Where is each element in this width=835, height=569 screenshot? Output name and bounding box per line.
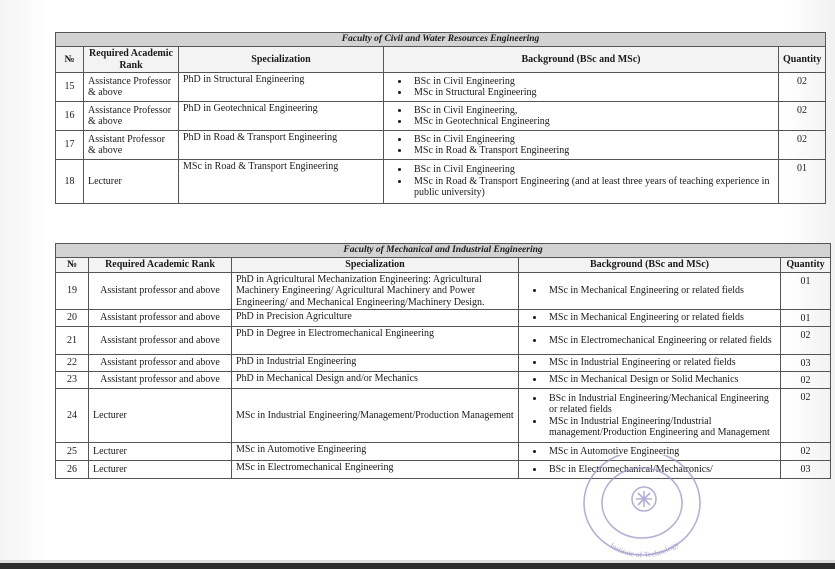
row-quantity: 02	[779, 73, 826, 102]
row-quantity: 01	[779, 160, 826, 204]
header-number: №	[56, 47, 84, 73]
background-item: • MSc in Road & Transport Engineering	[410, 145, 774, 157]
row-number: 25	[56, 443, 89, 461]
background-item: • BSc in Electromechanical/Mechatronics/	[545, 464, 776, 476]
row-number: 26	[56, 461, 89, 479]
background-item: • MSc in Automotive Engineering	[545, 446, 776, 458]
row-quantity: 02	[781, 443, 831, 461]
header-specialization: Specialization	[179, 47, 384, 73]
background-item: • MSc in Industrial Engineering/Industrial management/Production Engineering and Management	[545, 416, 776, 439]
row-specialization: PhD in Geotechnical Engineering	[179, 102, 384, 131]
table-row	[56, 131, 826, 160]
row-specialization: PhD in Agricultural Mechanization Engineering: Agricultural Machinery Engineering/ Agricultural Machinery and Power Engineering/ and Mechanical Engineering/Machinery Design.	[232, 272, 519, 310]
row-specialization: MSc in Road & Transport Engineering	[179, 160, 384, 204]
table-row	[56, 102, 826, 131]
faculty-title: Faculty of Civil and Water Resources Engineering	[56, 33, 826, 47]
table-row	[56, 389, 831, 443]
row-quantity: 02	[781, 372, 831, 389]
table-row	[56, 443, 831, 461]
table-row	[56, 327, 831, 355]
background-item: • MSc in Industrial Engineering or related fields	[545, 357, 776, 369]
row-quantity: 01	[781, 310, 831, 327]
civil-engineering-table	[55, 32, 826, 204]
row-specialization: PhD in Road & Transport Engineering	[179, 131, 384, 160]
row-number: 19	[56, 272, 89, 310]
row-rank: Assistant professor and above	[89, 272, 232, 310]
stamp-inner-ring	[602, 468, 682, 538]
row-specialization: PhD in Precision Agriculture	[232, 310, 519, 327]
row-specialization: MSc in Electromechanical Engineering	[232, 461, 519, 479]
header-number: №	[56, 258, 89, 273]
row-number: 18	[56, 160, 84, 204]
background-item: • MSc in Road & Transport Engineering (and at least three years of teaching experience in public university)	[410, 176, 774, 199]
background-item: • BSc in Civil Engineering	[410, 134, 774, 146]
page-bottom-bar	[0, 563, 835, 569]
row-background	[519, 272, 781, 310]
row-background	[384, 73, 779, 102]
mechanical-engineering-table	[55, 243, 831, 479]
header-quantity: Quantity	[781, 258, 831, 273]
background-item: • BSc in Civil Engineering	[410, 76, 774, 88]
row-background	[519, 327, 781, 355]
header-rank: Required Academic Rank	[89, 258, 232, 273]
background-item: • MSc in Geotechnical Engineering	[410, 116, 774, 128]
header-quantity: Quantity	[779, 47, 826, 73]
row-quantity: 03	[781, 355, 831, 372]
row-quantity: 02	[781, 389, 831, 443]
header-background: Background (BSc and MSc)	[519, 258, 781, 273]
row-quantity: 01	[781, 272, 831, 310]
row-rank: Assistant professor and above	[89, 372, 232, 389]
row-specialization: PhD in Mechanical Design and/or Mechanics	[232, 372, 519, 389]
table-row	[56, 372, 831, 389]
row-specialization: MSc in Industrial Engineering/Management/Production Management	[232, 389, 519, 443]
row-background	[519, 372, 781, 389]
row-specialization: PhD in Industrial Engineering	[232, 355, 519, 372]
row-number: 21	[56, 327, 89, 355]
background-item: • BSc in Industrial Engineering/Mechanical Engineering or related fields	[545, 393, 776, 416]
row-specialization: PhD in Degree in Electromechanical Engineering	[232, 327, 519, 355]
official-stamp	[578, 455, 708, 560]
row-rank: Lecturer	[89, 389, 232, 443]
row-background	[384, 160, 779, 204]
row-number: 15	[56, 73, 84, 102]
background-item: • MSc in Electromechanical Engineering or related fields	[545, 335, 776, 347]
row-background	[519, 355, 781, 372]
row-background	[519, 310, 781, 327]
background-item: • BSc in Civil Engineering,	[410, 105, 774, 117]
row-specialization: MSc in Automotive Engineering	[232, 443, 519, 461]
row-number: 24	[56, 389, 89, 443]
row-number: 16	[56, 102, 84, 131]
stamp-text: Institute of Technology	[608, 539, 681, 560]
background-item: • MSc in Mechanical Design or Solid Mechanics	[545, 374, 776, 386]
faculty-title: Faculty of Mechanical and Industrial Engineering	[56, 244, 831, 258]
row-rank: Assistant professor and above	[89, 310, 232, 327]
header-rank: Required Academic Rank	[84, 47, 179, 73]
table-row	[56, 272, 831, 310]
table-row	[56, 355, 831, 372]
table-row	[56, 73, 826, 102]
row-rank: Assistance Professor & above	[84, 73, 179, 102]
row-rank: Lecturer	[89, 461, 232, 479]
row-number: 17	[56, 131, 84, 160]
row-rank: Lecturer	[89, 443, 232, 461]
row-rank: Assistant professor and above	[89, 327, 232, 355]
row-specialization: PhD in Structural Engineering	[179, 73, 384, 102]
table-row	[56, 160, 826, 204]
row-number: 23	[56, 372, 89, 389]
row-quantity: 02	[779, 102, 826, 131]
row-number: 22	[56, 355, 89, 372]
background-item: • MSc in Mechanical Engineering or related fields	[545, 312, 776, 324]
row-quantity: 03	[781, 461, 831, 479]
background-item: • MSc in Mechanical Engineering or related fields	[545, 285, 776, 297]
row-background	[384, 131, 779, 160]
header-specialization: Specialization	[232, 258, 519, 273]
table-row	[56, 461, 831, 479]
table-row	[56, 310, 831, 327]
row-background	[519, 389, 781, 443]
header-background: Background (BSc and MSc)	[384, 47, 779, 73]
background-item: • MSc in Structural Engineering	[410, 87, 774, 99]
stamp-star	[636, 491, 652, 507]
row-quantity: 02	[781, 327, 831, 355]
row-quantity: 02	[779, 131, 826, 160]
background-item: • BSc in Civil Engineering	[410, 164, 774, 176]
row-rank: Lecturer	[84, 160, 179, 204]
row-rank: Assistance Professor & above	[84, 102, 179, 131]
row-rank: Assistant Professor & above	[84, 131, 179, 160]
row-number: 20	[56, 310, 89, 327]
row-rank: Assistant professor and above	[89, 355, 232, 372]
row-background	[384, 102, 779, 131]
